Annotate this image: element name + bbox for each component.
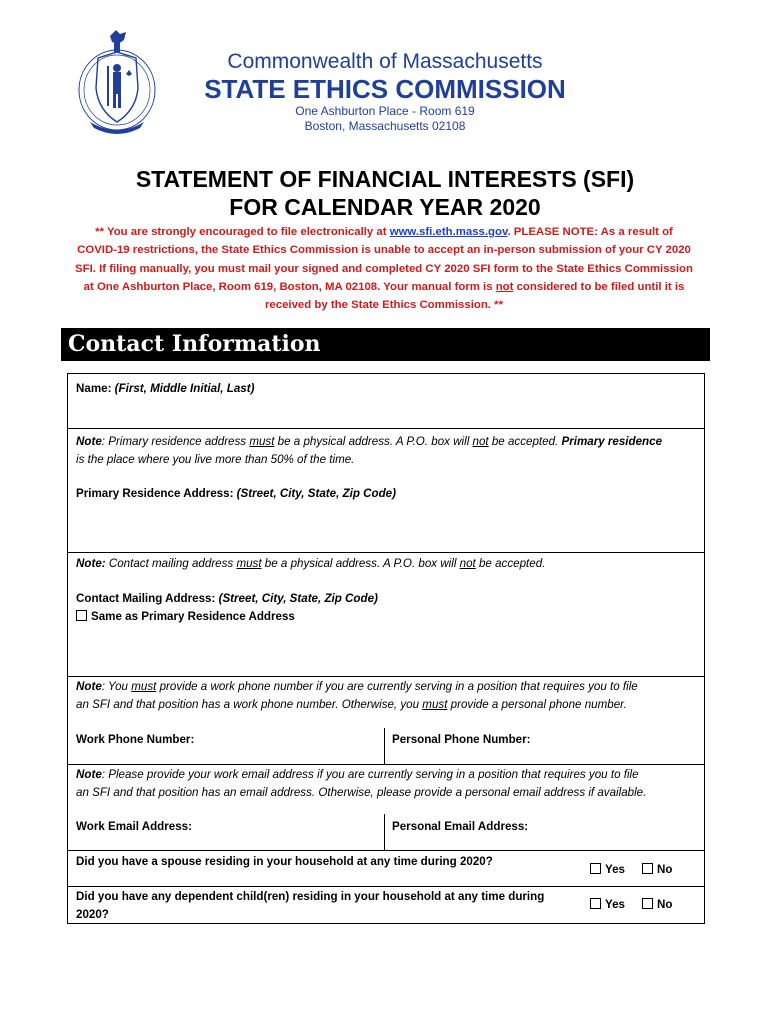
document-title: STATEMENT OF FINANCIAL INTERESTS (SFI)	[135, 166, 635, 192]
note-email-line2: an SFI and that position has an email address. Otherwise, please provide a personal email address if available.	[76, 786, 647, 799]
spouse-yes-option[interactable]: Yes	[590, 863, 625, 876]
spouse-no-checkbox[interactable]	[642, 863, 653, 874]
spouse-question: Did you have a spouse residing in your household at any time during 2020?	[76, 855, 493, 868]
section-header-contact-information	[61, 328, 710, 361]
note-phone-number: Note: You must provide a work phone number if you are currently serving in a position that requires you to file	[76, 680, 638, 693]
sfi-website-link[interactable]: www.sfi.eth.mass.gov	[389, 226, 508, 238]
note-primary-residence: Note: Primary residence address must be a physical address. A P.O. box will not be accepted. Primary residence	[76, 435, 663, 448]
personal-email-label: Personal Email Address:	[392, 820, 529, 833]
work-phone-label: Work Phone Number:	[76, 733, 195, 746]
same-as-primary-option[interactable]: Same as Primary Residence Address	[76, 608, 295, 626]
spouse-no-option[interactable]: No	[642, 863, 672, 876]
contact-information-form	[67, 373, 705, 924]
children-yes-checkbox[interactable]	[590, 898, 601, 909]
spouse-yes-checkbox[interactable]	[590, 863, 601, 874]
filing-notice: ** You are strongly encouraged to file electronically at www.sfi.eth.mass.gov. PLEASE NOTE: As a result of COVID-19 restrictions, the State Ethics Commission is unable to accept an in-person submission of your CY 2020 SFI. If filing manually, you must mail your signed and completed CY 2020 SFI form to the State Ethics Commission at One Ashburton Place, Room 619, Boston, MA 02108. Your manual form is not considered to be filed until it is received by the State Ethics Commission. **	[75, 226, 693, 312]
note-phone-number-line2: an SFI and that position has a work phone number. Otherwise, you must provide a personal phone number.	[76, 698, 627, 711]
header-commission: STATE ETHICS COMMISSION	[204, 74, 566, 104]
note-primary-residence-line2: is the place where you live more than 50% of the time.	[76, 453, 355, 466]
header-address-line1: One Ashburton Place - Room 619	[295, 104, 475, 118]
header-address-line2: Boston, Massachusetts 02108	[304, 119, 466, 133]
primary-residence-address-label: Primary Residence Address: (Street, City, State, Zip Code)	[76, 487, 396, 500]
children-no-checkbox[interactable]	[642, 898, 653, 909]
dependent-children-question-line2: 2020?	[76, 908, 109, 921]
note-mailing-address: Note: Contact mailing address must be a physical address. A P.O. box will not be accepted.	[76, 557, 546, 570]
children-no-option[interactable]: No	[642, 898, 672, 911]
note-email: Note: Please provide your work email address if you are currently serving in a position that requires you to file	[76, 768, 639, 781]
header-commonwealth: Commonwealth of Massachusetts	[227, 50, 543, 73]
same-as-primary-checkbox[interactable]	[76, 610, 87, 621]
dependent-children-question: Did you have any dependent child(ren) residing in your household at any time during	[76, 890, 545, 903]
name-label: Name: (First, Middle Initial, Last)	[76, 382, 255, 395]
contact-mailing-address-label: Contact Mailing Address: (Street, City, State, Zip Code)	[76, 592, 378, 605]
document-subtitle: FOR CALENDAR YEAR 2020	[229, 194, 541, 220]
section-title: Contact Information	[68, 331, 321, 357]
personal-phone-label: Personal Phone Number:	[392, 733, 531, 746]
children-yes-option[interactable]: Yes	[590, 898, 625, 911]
work-email-label: Work Email Address:	[76, 820, 192, 833]
